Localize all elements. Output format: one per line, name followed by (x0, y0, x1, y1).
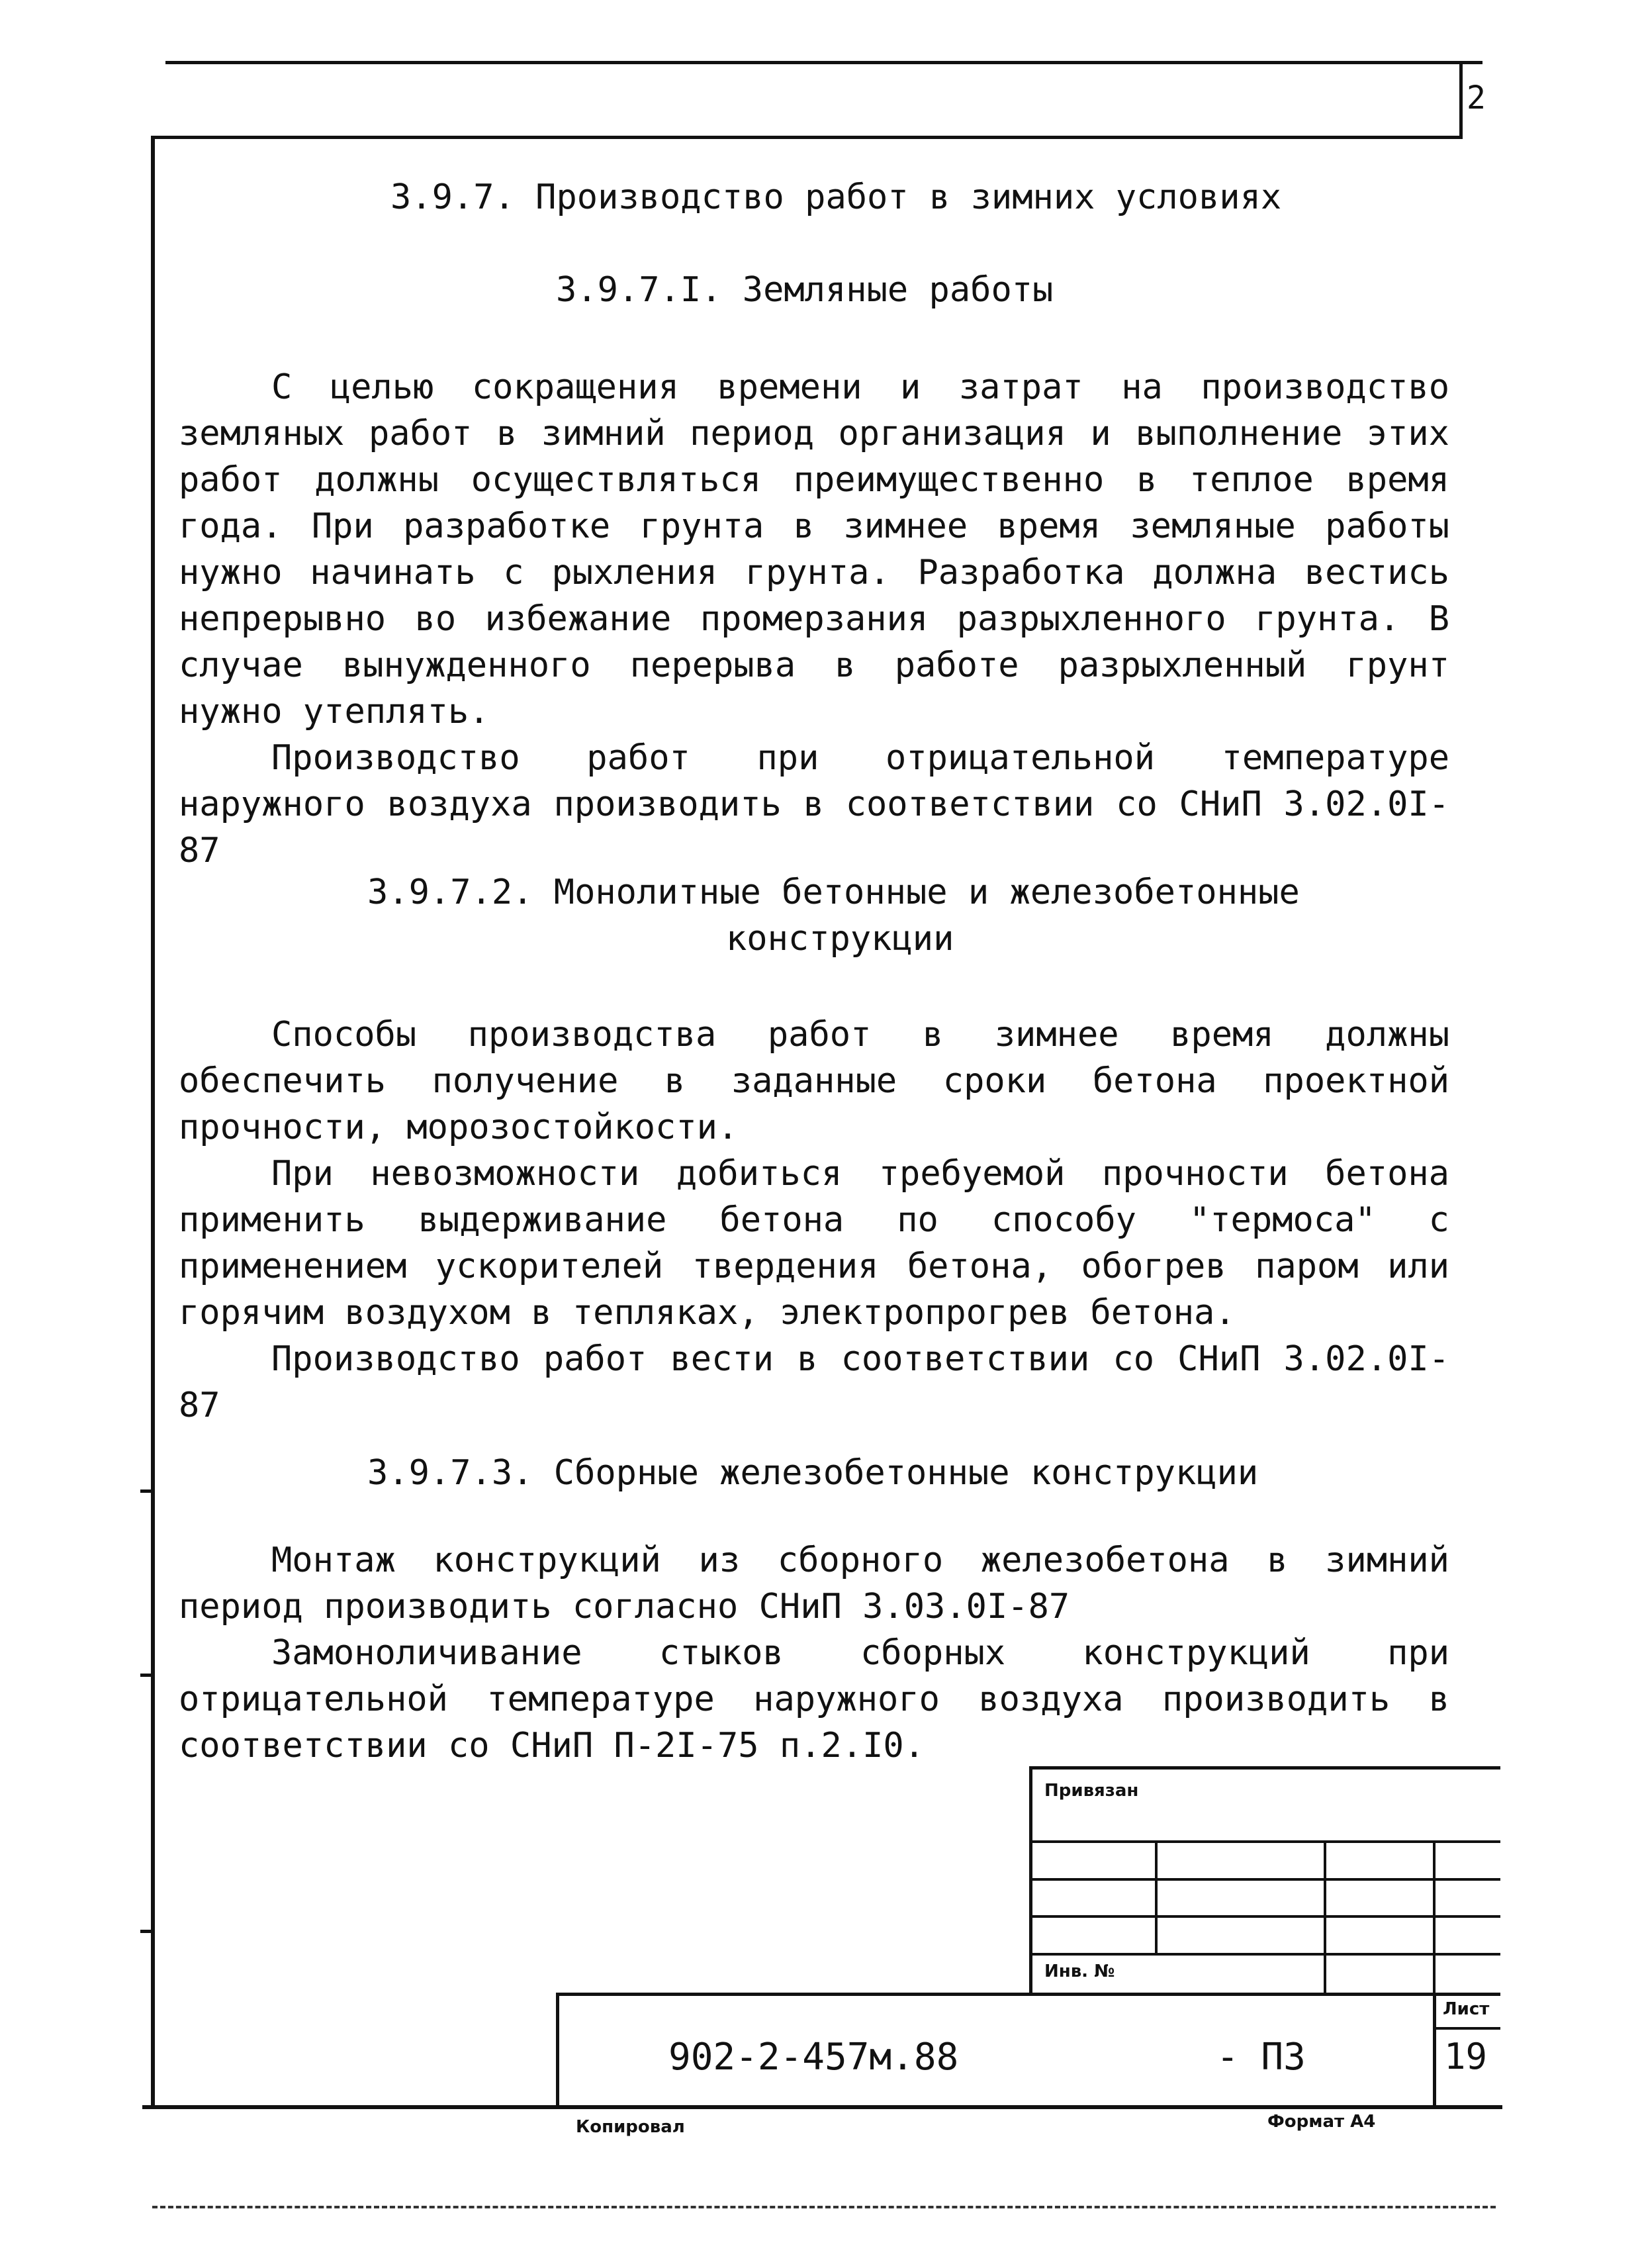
frame-top-border (152, 136, 1463, 139)
document-type: - ПЗ (1216, 2036, 1306, 2079)
frame-bottom-border (142, 2105, 1502, 2109)
stamp-grid-line (1155, 1840, 1158, 1953)
subsection-3-title: 3.9.7.3. Сборные железобетонные конструкции (367, 1453, 1259, 1493)
document-code: 902-2-457м.88 (668, 2036, 959, 2079)
paragraph: Монтаж конструкций из сборного железобетона в зимний период производить согласно СНиП 3.03.0I-87 (179, 1540, 1449, 1627)
subsection-3-body (179, 1537, 1449, 1769)
subsection-2-title-line1: 3.9.7.2. Монолитные бетонные и железобетонные (367, 873, 1300, 912)
subsection-2-title-line2: конструкции (726, 919, 954, 959)
bound-label: Привязан (1044, 1781, 1139, 1801)
corner-page-number: 2 (1467, 79, 1486, 117)
frame-left-border (151, 136, 155, 2108)
stamp-sheet-line (1433, 2027, 1500, 2030)
section-title: 3.9.7. Производство работ в зимних условиях (390, 177, 1282, 217)
stamp-grid-line (1029, 1953, 1500, 1956)
paragraph: При невозможности добиться требуемой прочности бетона применить выдерживание бетона по способу "термоса" с применением ускорителей твердения бетона, обогрев паром или горячим воздухом в тепляках, электропрогрев бетона. (179, 1154, 1449, 1333)
stamp-grid-line (1029, 1840, 1500, 1843)
stamp-top-line (556, 1993, 1500, 1996)
margin-tick (140, 1674, 152, 1677)
frame-top-rule (165, 61, 1482, 64)
stamp-grid-line (1324, 1840, 1326, 1995)
footer-dashed-rule (152, 2206, 1496, 2208)
margin-tick (140, 1930, 152, 1933)
copied-by-label: Копировал (576, 2117, 685, 2137)
stamp-sheet-divider (1433, 1993, 1436, 2108)
subsection-1-body (179, 364, 1449, 874)
sheet-number: 19 (1444, 2036, 1488, 2077)
margin-tick (140, 1489, 152, 1493)
stamp-left-line (556, 1993, 559, 2108)
sheet-label: Лист (1443, 1999, 1490, 2019)
stamp-grid-line (1433, 1840, 1436, 1995)
format-label: Формат А4 (1267, 2112, 1376, 2132)
inventory-number-label: Инв. № (1044, 1961, 1115, 1981)
subsection-1-title: 3.9.7.I. Земляные работы (556, 270, 1054, 310)
paragraph: Производство работ при отрицательной температуре наружного воздуха производить в соответствии со СНиП 3.02.0I-87 (179, 738, 1449, 871)
subsection-2-body (179, 1012, 1449, 1429)
frame-right-stub (1459, 61, 1463, 137)
paragraph: Замоноличивание стыков сборных конструкций при отрицательной температуре наружного воздуха производить в соответствии со СНиП П-2I-75 п.2.I0. (179, 1633, 1449, 1766)
stamp-grid-line (1029, 1878, 1500, 1881)
stamp-grid-line (1029, 1766, 1500, 1770)
paragraph: Способы производства работ в зимнее время должны обеспечить получение в заданные сроки бетона проектной прочности, морозостойкости. (179, 1015, 1449, 1147)
paragraph: Производство работ вести в соответствии со СНиП 3.02.0I-87 (179, 1339, 1449, 1425)
stamp-grid-line (1029, 1915, 1500, 1918)
paragraph: С целью сокращения времени и затрат на производство земляных работ в зимний период организация и выполнение этих работ должны осуществляться преимущественно в теплое время года. При разработке грунта в зимнее время земляные работы нужно начинать с рыхления грунта. Разработка должна вестись непрерывно во избежание промерзания разрыхленного грунта. В случае вынужденного перерыва в работе разрыхленный грунт нужно утеплять. (179, 367, 1449, 732)
